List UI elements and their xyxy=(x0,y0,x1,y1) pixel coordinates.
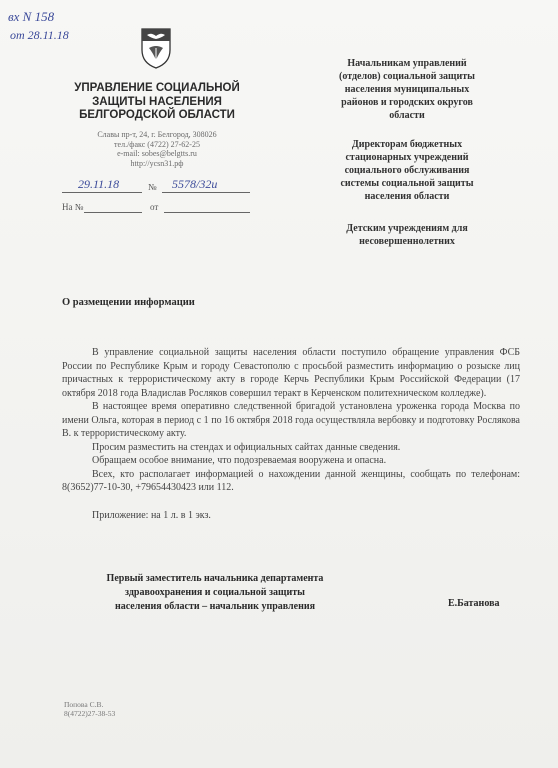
letter-body xyxy=(62,346,520,522)
recipient-line: социального обслуживания xyxy=(344,165,470,176)
ref-date-line xyxy=(164,212,250,213)
contact-phone: тел./факс (4722) 27-62-25 xyxy=(114,139,200,149)
sender-contacts xyxy=(62,130,252,168)
position-line: Первый заместитель начальника департамента xyxy=(106,573,324,584)
executor-name: Попова С.В. xyxy=(64,700,104,709)
recipient-line: области xyxy=(389,110,425,121)
recipient-line: несовершеннолетних xyxy=(359,236,455,247)
contact-website: http://ycsn31.рф xyxy=(130,158,184,168)
incoming-date-handwritten: от 28.11.18 xyxy=(10,28,69,42)
ref-number-label: На № xyxy=(62,202,84,212)
recipient-line: Детским учреждениям для xyxy=(346,223,468,234)
recipient-line: системы социальной защиты xyxy=(340,178,474,189)
letter-subject: О размещении информации xyxy=(62,297,195,308)
contact-address: Славы пр-т, 24, г. Белгород, 308026 xyxy=(97,130,217,139)
attachment-note: Приложение: на 1 л. в 1 экз. xyxy=(92,509,211,521)
body-paragraph: Просим разместить на стендах и официальных сайтах данные сведения. xyxy=(92,441,401,453)
executor-info xyxy=(64,700,115,718)
recipient-block xyxy=(292,57,522,122)
recipient-line: Директорам бюджетных xyxy=(351,139,463,150)
outgoing-date-handwritten: 29.11.18 xyxy=(78,177,120,191)
outgoing-number-line xyxy=(162,192,250,193)
executor-phone: 8(4722)27-38-53 xyxy=(64,709,116,718)
outgoing-number-handwritten: 5578/32и xyxy=(172,177,218,191)
signatory-position xyxy=(70,572,360,614)
position-line: здравоохранения и социальной защиты xyxy=(125,587,305,598)
ref-number-line xyxy=(84,212,142,213)
org-name-line: ЗАЩИТЫ НАСЕЛЕНИЯ xyxy=(92,95,222,108)
contact-email: e-mail: sobes@belgtts.ru xyxy=(117,149,197,158)
org-name-line: БЕЛГОРОДСКОЙ ОБЛАСТИ xyxy=(79,109,235,121)
body-paragraph: В настоящее время оперативно следственной бригадой установлена уроженка города Москва по имени Ольга, которая в период с 1 по 16 октября 2018 года осуществляла вербовку и подготовку Рослякова В. к террористическому акту. xyxy=(62,401,520,439)
recipient-line: Начальникам управлений xyxy=(347,58,467,69)
recipient-line: районов и городских округов xyxy=(341,97,473,108)
incoming-number-handwritten: вх N 158 xyxy=(8,9,55,24)
coat-of-arms-icon xyxy=(139,26,173,70)
recipient-line: стационарных учреждений xyxy=(345,152,469,163)
body-paragraph: В управление социальной защиты населения области поступило обращение управления ФСБ России по Республике Крым и городу Севастополю с просьбой разместить информацию о розыске лиц причастных к террористическому акту в городе Керчь Республики Крым Российской Федерации (17 октября 2018 года Владислав Росляков совершил теракт в Керченском политехническом колледже). xyxy=(62,347,520,399)
outgoing-number-prefix: № xyxy=(148,182,157,192)
body-paragraph: Всех, кто располагает информацией о нахождении данной женщины, сообщать по телефонам: 8(3652)77-10-30, +79654430423 или 112. xyxy=(62,468,520,493)
recipient-line: (отделов) социальной защиты xyxy=(339,71,475,82)
recipient-block xyxy=(292,138,522,203)
position-line: населения области – начальник управления xyxy=(114,601,316,612)
outgoing-date-line xyxy=(62,192,142,193)
ref-date-label: от xyxy=(150,202,159,212)
body-paragraph: Обращаем особое внимание, что подозреваемая вооружена и опасна. xyxy=(92,455,387,466)
recipient-line: населения области xyxy=(364,191,450,202)
sender-org-name xyxy=(62,82,252,123)
recipient-block xyxy=(292,222,522,248)
org-name-line: УПРАВЛЕНИЕ СОЦИАЛЬНОЙ xyxy=(74,82,240,94)
signatory-name: Е.Батанова xyxy=(448,598,500,609)
recipient-line: населения муниципальных xyxy=(344,84,470,95)
